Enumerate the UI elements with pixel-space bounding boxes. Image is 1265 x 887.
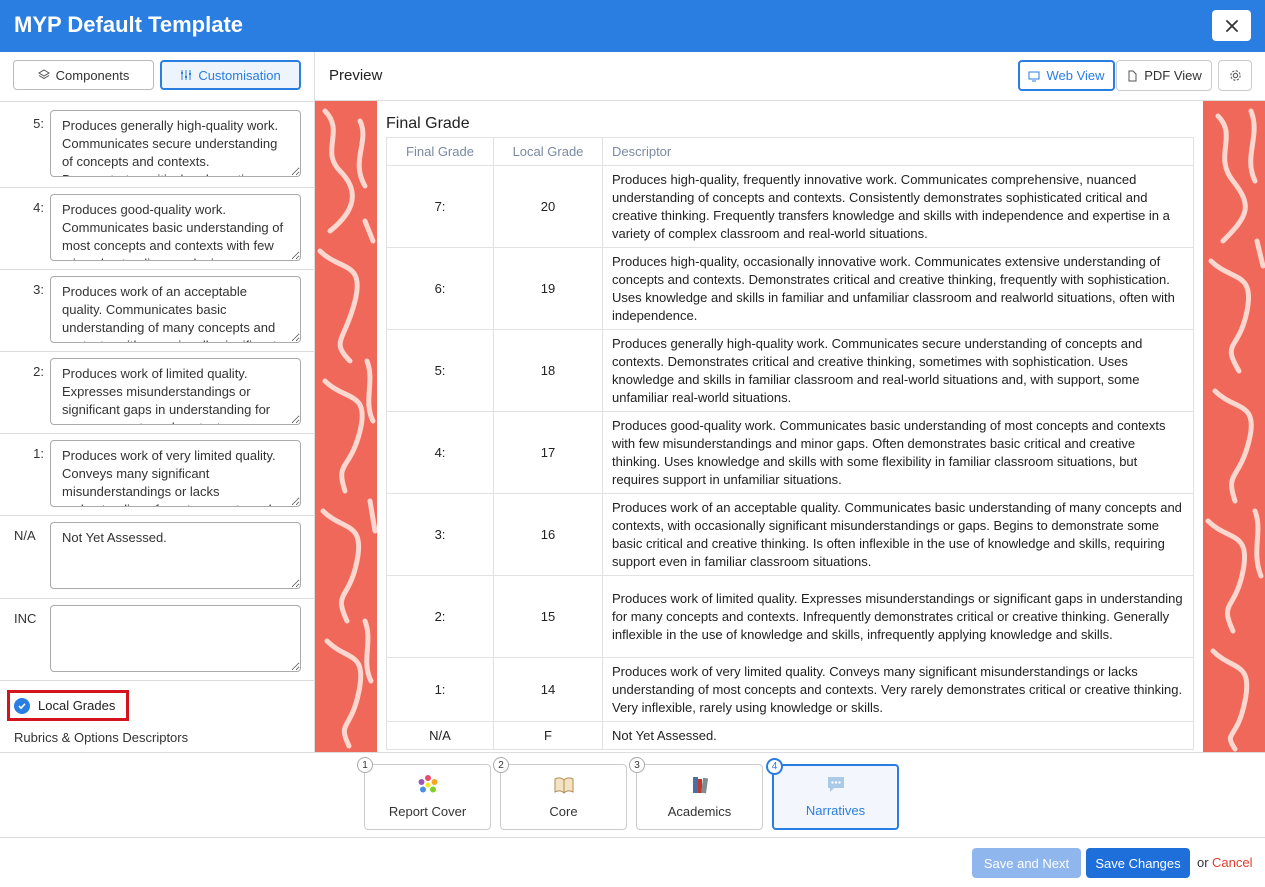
grade-row-1 [0,434,314,516]
grade-descriptor-field[interactable] [50,440,301,507]
tab-components-label: Components [55,67,130,83]
layers-icon [38,69,50,81]
local-grade-cell: F [494,722,603,750]
step-academics[interactable] [634,759,763,830]
table-row [387,248,1194,330]
final-grade-cell: 7: [387,166,494,248]
section-title: Final Grade [386,115,470,132]
grade-label: 2: [33,364,44,379]
step-number: 4 [766,758,783,775]
local-grade-cell: 16 [494,494,603,576]
sliders-icon [180,69,192,81]
rubrics-section-label: Rubrics & Options Descriptors [14,730,189,745]
local-grade-cell: 20 [494,166,603,248]
pdf-view-label: PDF View [1144,68,1202,83]
column-header: Local Grade [494,138,603,166]
checkbox-checked-icon[interactable] [14,698,30,714]
descriptor-cell: Produces good-quality work. Communicates basic understanding of most concepts and contexts with few misunderstandings and minor gaps. Often demonstrates basic critical and creative thinking. Uses knowledge and skills with some flexibility in familiar classroom situations, but requires support in unfamiliar situations. [603,412,1194,494]
table-row [387,330,1194,412]
close-button[interactable] [1212,10,1251,41]
close-icon [1226,20,1238,32]
table-row [387,412,1194,494]
grade-label: N/A [14,528,36,543]
report-section-steps [0,752,1265,838]
save-and-next-button[interactable]: Save and Next [972,848,1081,878]
tab-components[interactable] [13,60,154,90]
descriptor-cell: Produces high-quality, occasionally innovative work. Communicates extensive understanding of concepts and contexts. Demonstrates critical and creative thinking, frequently with sophistication. Uses knowledge and skills in familiar and unfamiliar classroom and realworld situations, often with independence. [603,248,1194,330]
table-row [387,576,1194,658]
local-grade-cell: 15 [494,576,603,658]
final-grade-table [386,137,1194,750]
monitor-icon [1028,70,1040,82]
grade-label: 1: [33,446,44,461]
grade-row-2 [0,352,314,434]
customisation-panel [0,52,315,752]
table-row [387,658,1194,722]
table-row [387,166,1194,248]
step-label: Report Cover [388,804,467,819]
grade-row-4 [0,188,314,270]
speech-bubble-icon [825,773,847,795]
decorative-pattern-right [1203,101,1265,752]
pdf-view-button[interactable] [1116,60,1212,91]
preview-title: Preview [329,67,383,84]
grade-row-5 [0,104,314,188]
grade-descriptor-field[interactable] [50,194,301,261]
descriptor-cell: Not Yet Assessed. [603,722,1194,750]
final-grade-cell: 1: [387,658,494,722]
column-header: Descriptor [603,138,1194,166]
step-label: Academics [667,804,732,819]
left-tab-bar [0,52,314,102]
step-number: 2 [493,757,509,773]
tab-customisation[interactable] [160,60,301,90]
or-text: or [1197,855,1209,870]
step-label: Narratives [805,803,866,818]
step-core[interactable] [498,759,627,830]
final-grade-cell: 5: [387,330,494,412]
local-grades-label: Local Grades [38,698,116,713]
step-report-cover[interactable] [362,759,491,830]
descriptor-cell: Produces generally high-quality work. Communicates secure understanding of concepts and contexts. Demonstrates critical and creative thinking, sometimes with sophistication. Uses knowledge and skills in familiar classroom and real-world situations and, with support, some unfamiliar real-world situations. [603,330,1194,412]
flower-icon [417,774,439,796]
grade-row-inc [0,599,314,681]
report-preview [377,101,1203,752]
grade-label: 4: [33,200,44,215]
document-icon [1126,70,1138,82]
gear-icon [1229,69,1242,82]
grade-descriptor-field[interactable] [50,605,301,672]
local-grade-cell: 18 [494,330,603,412]
decorative-pattern-left [315,101,377,752]
final-grade-cell: 2: [387,576,494,658]
descriptor-cell: Produces work of an acceptable quality. Communicates basic understanding of many concepts and contexts, with occasionally significant misunderstandings or gaps. Begins to demonstrate some basic critical and creative thinking. Is often inflexible in the use of knowledge and skills, requiring support even in familiar classroom situations. [603,494,1194,576]
final-grade-cell: N/A [387,722,494,750]
step-number: 1 [357,757,373,773]
table-row [387,722,1194,750]
local-grades-toggle[interactable] [7,690,129,721]
final-grade-cell: 6: [387,248,494,330]
step-narratives[interactable] [771,761,899,830]
modal-header [0,0,1265,52]
grade-descriptor-field[interactable] [50,110,301,177]
grade-row-3 [0,270,314,352]
grade-label: 3: [33,282,44,297]
books-icon [689,774,711,796]
cancel-link[interactable]: Cancel [1212,855,1253,870]
local-grade-cell: 19 [494,248,603,330]
grade-label: 5: [33,116,44,131]
book-open-icon [553,774,575,796]
column-header: Final Grade [387,138,494,166]
tab-customisation-label: Customisation [198,67,281,83]
final-grade-cell: 4: [387,412,494,494]
grade-descriptor-field[interactable] [50,522,301,589]
local-grade-cell: 14 [494,658,603,722]
grade-row-na [0,516,314,599]
web-view-button[interactable] [1018,60,1115,91]
save-changes-button[interactable]: Save Changes [1086,848,1190,878]
preview-settings-button[interactable] [1218,60,1252,91]
web-view-label: Web View [1046,68,1105,83]
modal-footer [0,838,1265,887]
descriptor-cell: Produces work of very limited quality. Conveys many significant misunderstandings or lacks understanding of most concepts and contexts. Very rarely demonstrates critical or creative thinking. Very inflexible, rarely using knowledge or skills. [603,658,1194,722]
descriptor-cell: Produces high-quality, frequently innovative work. Communicates comprehensive, nuanced understanding of concepts and contexts. Consistently demonstrates sophisticated critical and creative thinking. Frequently transfers knowledge and skills with independence and expertise in a variety of complex classroom and real-world situations. [603,166,1194,248]
step-number: 3 [629,757,645,773]
step-label: Core [549,804,578,819]
local-grade-cell: 17 [494,412,603,494]
grade-label: INC [14,611,37,626]
modal-title: MYP Default Template [14,12,244,37]
descriptor-cell: Produces work of limited quality. Expresses misunderstandings or significant gaps in understanding for many concepts and contexts. Infrequently demonstrates critical or creative thinking. Generally inflexible in the use of knowledge and skills, infrequently applying knowledge and skills. [603,576,1194,658]
grade-descriptor-field[interactable] [50,276,301,343]
final-grade-cell: 3: [387,494,494,576]
grade-descriptor-field[interactable] [50,358,301,425]
table-row [387,494,1194,576]
preview-header [315,52,1265,101]
